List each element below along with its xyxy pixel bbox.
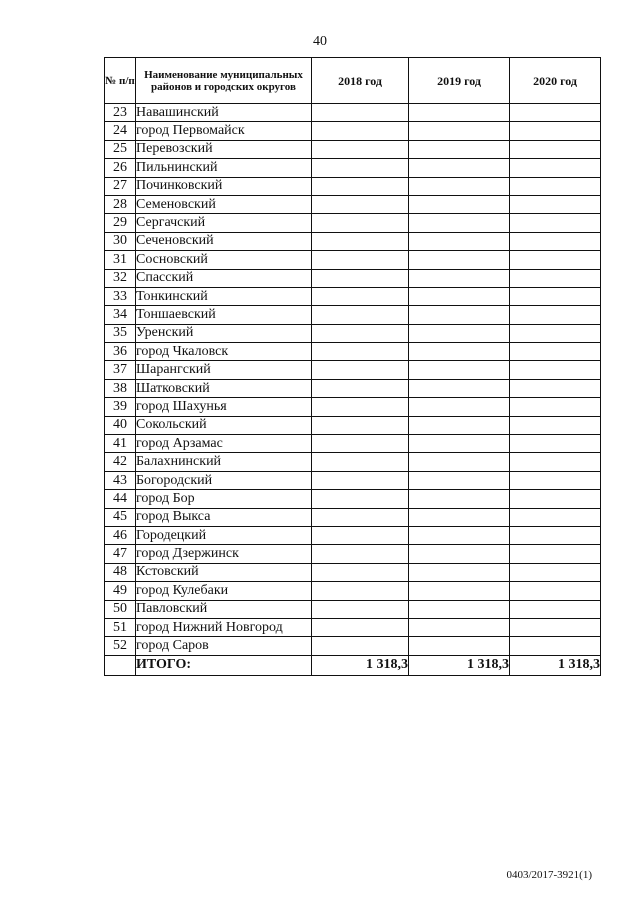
row-value-2019 <box>409 600 510 618</box>
table-row <box>105 214 601 232</box>
row-district-name: Тоншаевский <box>136 306 312 324</box>
row-value-2019 <box>409 232 510 250</box>
row-value-2020 <box>510 251 601 269</box>
total-2018: 1 318,3 <box>312 655 409 675</box>
row-value-2019 <box>409 398 510 416</box>
row-value-2019 <box>409 526 510 544</box>
row-value-2018 <box>312 490 409 508</box>
row-value-2019 <box>409 435 510 453</box>
row-value-2018 <box>312 287 409 305</box>
table-row <box>105 379 601 397</box>
document-code: 0403/2017-3921(1) <box>506 869 592 881</box>
table-row <box>105 453 601 471</box>
row-value-2019 <box>409 214 510 232</box>
table-row <box>105 104 601 122</box>
row-number: 28 <box>105 195 136 213</box>
row-number: 50 <box>105 600 136 618</box>
row-number: 33 <box>105 287 136 305</box>
row-value-2019 <box>409 563 510 581</box>
row-district-name: Сосновский <box>136 251 312 269</box>
row-value-2020 <box>510 545 601 563</box>
row-value-2019 <box>409 416 510 434</box>
row-value-2019 <box>409 637 510 655</box>
table-row <box>105 545 601 563</box>
row-value-2018 <box>312 508 409 526</box>
row-value-2020 <box>510 471 601 489</box>
row-value-2018 <box>312 471 409 489</box>
row-value-2020 <box>510 526 601 544</box>
row-value-2020 <box>510 159 601 177</box>
row-value-2019 <box>409 343 510 361</box>
row-value-2020 <box>510 490 601 508</box>
row-number: 39 <box>105 398 136 416</box>
row-value-2019 <box>409 104 510 122</box>
row-value-2019 <box>409 361 510 379</box>
row-value-2018 <box>312 324 409 342</box>
row-value-2019 <box>409 582 510 600</box>
row-district-name: Шарангский <box>136 361 312 379</box>
table-body <box>105 104 601 656</box>
total-row <box>105 655 601 675</box>
row-number: 47 <box>105 545 136 563</box>
row-value-2019 <box>409 269 510 287</box>
row-number: 23 <box>105 104 136 122</box>
row-district-name: Сокольский <box>136 416 312 434</box>
row-value-2019 <box>409 140 510 158</box>
row-value-2020 <box>510 453 601 471</box>
table-row <box>105 361 601 379</box>
row-value-2019 <box>409 618 510 636</box>
page-number: 40 <box>313 34 327 49</box>
table-row <box>105 398 601 416</box>
row-value-2018 <box>312 453 409 471</box>
row-value-2018 <box>312 435 409 453</box>
row-value-2018 <box>312 177 409 195</box>
total-label: ИТОГО: <box>136 655 312 675</box>
row-value-2018 <box>312 526 409 544</box>
row-number: 40 <box>105 416 136 434</box>
row-district-name: город Чкаловск <box>136 343 312 361</box>
row-district-name: город Саров <box>136 637 312 655</box>
table-row <box>105 600 601 618</box>
row-value-2019 <box>409 195 510 213</box>
row-value-2019 <box>409 159 510 177</box>
row-value-2018 <box>312 232 409 250</box>
row-value-2019 <box>409 177 510 195</box>
row-value-2018 <box>312 251 409 269</box>
row-value-2019 <box>409 324 510 342</box>
row-number: 52 <box>105 637 136 655</box>
row-value-2019 <box>409 471 510 489</box>
row-value-2020 <box>510 104 601 122</box>
row-number: 38 <box>105 379 136 397</box>
row-value-2019 <box>409 251 510 269</box>
table-row <box>105 306 601 324</box>
row-value-2019 <box>409 453 510 471</box>
table-row <box>105 122 601 140</box>
row-number: 24 <box>105 122 136 140</box>
row-value-2019 <box>409 508 510 526</box>
table-row <box>105 232 601 250</box>
row-value-2018 <box>312 306 409 324</box>
row-district-name: Балахнинский <box>136 453 312 471</box>
total-number-cell <box>105 655 136 675</box>
row-number: 36 <box>105 343 136 361</box>
total-2019: 1 318,3 <box>409 655 510 675</box>
row-number: 34 <box>105 306 136 324</box>
row-value-2018 <box>312 545 409 563</box>
row-district-name: город Первомайск <box>136 122 312 140</box>
row-value-2020 <box>510 563 601 581</box>
row-number: 26 <box>105 159 136 177</box>
row-district-name: Сергачский <box>136 214 312 232</box>
table-row <box>105 637 601 655</box>
row-value-2018 <box>312 214 409 232</box>
table-row <box>105 563 601 581</box>
row-district-name: Тонкинский <box>136 287 312 305</box>
row-value-2018 <box>312 159 409 177</box>
table-row <box>105 287 601 305</box>
row-value-2020 <box>510 122 601 140</box>
row-district-name: Навашинский <box>136 104 312 122</box>
row-number: 27 <box>105 177 136 195</box>
row-number: 51 <box>105 618 136 636</box>
table-row <box>105 140 601 158</box>
row-value-2018 <box>312 195 409 213</box>
row-value-2018 <box>312 104 409 122</box>
row-value-2018 <box>312 269 409 287</box>
row-district-name: Богородский <box>136 471 312 489</box>
row-district-name: Городецкий <box>136 526 312 544</box>
row-district-name: город Кулебаки <box>136 582 312 600</box>
header-2019: 2019 год <box>409 58 510 104</box>
row-district-name: город Дзержинск <box>136 545 312 563</box>
row-district-name: Уренский <box>136 324 312 342</box>
row-number: 30 <box>105 232 136 250</box>
row-district-name: Шатковский <box>136 379 312 397</box>
row-value-2019 <box>409 306 510 324</box>
row-value-2018 <box>312 379 409 397</box>
row-district-name: Пильнинский <box>136 159 312 177</box>
row-value-2020 <box>510 232 601 250</box>
table-row <box>105 508 601 526</box>
table-row <box>105 618 601 636</box>
row-district-name: Семеновский <box>136 195 312 213</box>
row-value-2020 <box>510 600 601 618</box>
row-district-name: Спасский <box>136 269 312 287</box>
row-value-2018 <box>312 140 409 158</box>
row-value-2019 <box>409 122 510 140</box>
row-number: 43 <box>105 471 136 489</box>
row-value-2019 <box>409 379 510 397</box>
row-district-name: Сеченовский <box>136 232 312 250</box>
row-value-2018 <box>312 600 409 618</box>
row-district-name: город Выкса <box>136 508 312 526</box>
table-row <box>105 251 601 269</box>
row-value-2020 <box>510 324 601 342</box>
row-number: 44 <box>105 490 136 508</box>
row-number: 48 <box>105 563 136 581</box>
table-row <box>105 490 601 508</box>
row-number: 31 <box>105 251 136 269</box>
row-district-name: Кстовский <box>136 563 312 581</box>
row-value-2020 <box>510 416 601 434</box>
row-district-name: город Арзамас <box>136 435 312 453</box>
row-district-name: город Нижний Новгород <box>136 618 312 636</box>
table-row <box>105 435 601 453</box>
row-value-2018 <box>312 582 409 600</box>
row-value-2020 <box>510 379 601 397</box>
row-value-2018 <box>312 618 409 636</box>
row-value-2018 <box>312 398 409 416</box>
row-number: 29 <box>105 214 136 232</box>
table-row <box>105 269 601 287</box>
row-number: 37 <box>105 361 136 379</box>
row-value-2020 <box>510 361 601 379</box>
row-value-2020 <box>510 343 601 361</box>
row-number: 25 <box>105 140 136 158</box>
row-number: 32 <box>105 269 136 287</box>
row-value-2018 <box>312 637 409 655</box>
row-value-2020 <box>510 214 601 232</box>
row-value-2020 <box>510 269 601 287</box>
row-district-name: Перевозский <box>136 140 312 158</box>
row-value-2020 <box>510 195 601 213</box>
header-2018: 2018 год <box>312 58 409 104</box>
row-number: 45 <box>105 508 136 526</box>
row-number: 49 <box>105 582 136 600</box>
row-value-2020 <box>510 508 601 526</box>
row-district-name: город Шахунья <box>136 398 312 416</box>
table-row <box>105 526 601 544</box>
total-2020: 1 318,3 <box>510 655 601 675</box>
row-value-2019 <box>409 545 510 563</box>
row-value-2018 <box>312 343 409 361</box>
row-value-2020 <box>510 637 601 655</box>
table-row <box>105 159 601 177</box>
row-value-2019 <box>409 490 510 508</box>
row-number: 35 <box>105 324 136 342</box>
header-2020: 2020 год <box>510 58 601 104</box>
table-row <box>105 324 601 342</box>
row-value-2018 <box>312 122 409 140</box>
row-number: 42 <box>105 453 136 471</box>
table-row <box>105 343 601 361</box>
row-value-2020 <box>510 582 601 600</box>
row-value-2020 <box>510 140 601 158</box>
header-number: № п/п <box>105 58 136 104</box>
row-district-name: Павловский <box>136 600 312 618</box>
row-value-2018 <box>312 361 409 379</box>
row-value-2020 <box>510 398 601 416</box>
row-district-name: город Бор <box>136 490 312 508</box>
table-row <box>105 582 601 600</box>
row-value-2020 <box>510 306 601 324</box>
row-value-2020 <box>510 287 601 305</box>
row-value-2020 <box>510 435 601 453</box>
row-number: 46 <box>105 526 136 544</box>
row-value-2020 <box>510 618 601 636</box>
districts-table <box>104 57 601 676</box>
table-row <box>105 177 601 195</box>
row-number: 41 <box>105 435 136 453</box>
row-value-2018 <box>312 563 409 581</box>
row-district-name: Починковский <box>136 177 312 195</box>
table-row <box>105 471 601 489</box>
table-header-row <box>105 58 601 104</box>
table-row <box>105 195 601 213</box>
row-value-2018 <box>312 416 409 434</box>
table-row <box>105 416 601 434</box>
row-value-2020 <box>510 177 601 195</box>
header-name: Наименование муниципальных районов и городских округов <box>136 58 312 104</box>
row-value-2019 <box>409 287 510 305</box>
